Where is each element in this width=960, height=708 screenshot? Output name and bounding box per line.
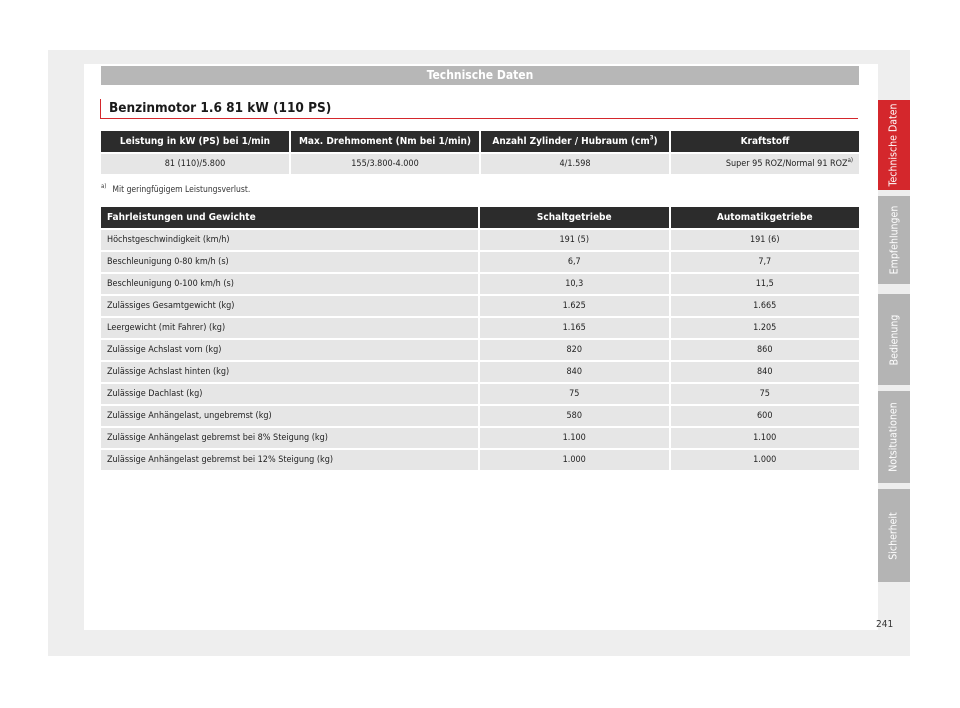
table-row xyxy=(101,428,859,448)
column-header-cylinders xyxy=(481,131,669,152)
cell-cylinders: 4/1.598 xyxy=(481,154,669,174)
tab-label: Sicherheit xyxy=(888,511,901,560)
table-row xyxy=(101,274,859,294)
row-label: Zulässige Achslast vorn (kg) xyxy=(101,340,478,360)
cell-automatic: 860 xyxy=(671,340,860,360)
cell-automatic: 1.100 xyxy=(671,428,860,448)
cell-automatic: 1.000 xyxy=(671,450,860,470)
table-row xyxy=(101,252,859,272)
table-row xyxy=(101,362,859,382)
fuel-text: Super 95 ROZ/Normal 91 ROZ xyxy=(725,159,848,169)
performance-table-body xyxy=(101,230,859,470)
table-row xyxy=(101,384,859,404)
cell-power: 81 (110)/5.800 xyxy=(101,154,289,174)
cell-manual: 1.000 xyxy=(480,450,669,470)
page-title: Benzinmotor 1.6 81 kW (110 PS) xyxy=(100,99,860,119)
cell-automatic: 191 (6) xyxy=(671,230,860,250)
row-label: Zulässige Anhängelast, ungebremst (kg) xyxy=(101,406,478,426)
tab-sicherheit[interactable] xyxy=(878,489,910,582)
row-label: Leergewicht (mit Fahrer) (kg) xyxy=(101,318,478,338)
cell-automatic: 75 xyxy=(671,384,860,404)
table-row xyxy=(101,406,859,426)
row-label: Zulässige Anhängelast gebremst bei 8% Steigung (kg) xyxy=(101,428,478,448)
column-header-fuel: Kraftstoff xyxy=(671,131,859,152)
row-label: Höchstgeschwindigkeit (km/h) xyxy=(101,230,478,250)
cell-automatic: 600 xyxy=(671,406,860,426)
table-row xyxy=(101,318,859,338)
row-label: Zulässige Anhängelast gebremst bei 12% Steigung (kg) xyxy=(101,450,478,470)
column-header-torque: Max. Drehmoment (Nm bei 1/min) xyxy=(291,131,479,152)
column-header-automatic: Automatikgetriebe xyxy=(671,207,860,228)
cell-automatic: 840 xyxy=(671,362,860,382)
cylinders-header-close: ) xyxy=(653,136,658,147)
cell-manual: 6,7 xyxy=(480,252,669,272)
tab-label: Empfehlungen xyxy=(888,205,901,275)
tab-empfehlungen[interactable] xyxy=(878,196,910,284)
table-row xyxy=(101,450,859,470)
row-label: Beschleunigung 0-80 km/h (s) xyxy=(101,252,478,272)
cell-manual: 75 xyxy=(480,384,669,404)
performance-table-header-row xyxy=(101,207,859,228)
title-divider xyxy=(100,118,858,119)
page-number: 241 xyxy=(876,619,894,630)
cell-manual: 840 xyxy=(480,362,669,382)
column-header-manual: Schaltgetriebe xyxy=(480,207,669,228)
table-row xyxy=(101,230,859,250)
row-label: Beschleunigung 0-100 km/h (s) xyxy=(101,274,478,294)
cell-manual: 1.100 xyxy=(480,428,669,448)
tab-label: Technische Daten xyxy=(888,103,901,187)
row-label: Zulässige Achslast hinten (kg) xyxy=(101,362,478,382)
column-header-performance: Fahrleistungen und Gewichte xyxy=(101,207,478,228)
table-row xyxy=(101,154,859,174)
tab-label: Notsituationen xyxy=(888,402,900,472)
cell-manual: 1.625 xyxy=(480,296,669,316)
tab-technische-daten[interactable] xyxy=(878,100,910,190)
cell-manual: 191 (5) xyxy=(480,230,669,250)
cell-manual: 1.165 xyxy=(480,318,669,338)
cell-torque: 155/3.800-4.000 xyxy=(291,154,479,174)
column-header-power: Leistung in kW (PS) bei 1/min xyxy=(101,131,289,152)
cell-manual: 580 xyxy=(480,406,669,426)
cell-manual: 820 xyxy=(480,340,669,360)
tab-bedienung[interactable] xyxy=(878,294,910,385)
tab-notsituationen[interactable] xyxy=(878,391,910,483)
row-label: Zulässiges Gesamtgewicht (kg) xyxy=(101,296,478,316)
cell-manual: 10,3 xyxy=(480,274,669,294)
cell-fuel xyxy=(671,154,859,174)
cell-automatic: 1.665 xyxy=(671,296,860,316)
performance-table xyxy=(99,205,861,472)
footnote-text: Mit geringfügigem Leistungsverlust. xyxy=(112,185,251,195)
cell-automatic: 11,5 xyxy=(671,274,860,294)
superscript-three: 3 xyxy=(649,134,654,142)
footnote xyxy=(101,185,250,195)
row-label: Zulässige Dachlast (kg) xyxy=(101,384,478,404)
engine-table xyxy=(99,129,861,176)
cell-automatic: 7,7 xyxy=(671,252,860,272)
table-row xyxy=(101,296,859,316)
section-banner: Technische Daten xyxy=(101,66,859,85)
footnote-ref: a) xyxy=(847,157,853,164)
table-row xyxy=(101,340,859,360)
footnote-marker: a) xyxy=(101,183,107,191)
engine-table-header-row xyxy=(101,131,859,152)
tab-label: Bedienung xyxy=(888,314,901,365)
cylinders-header-text: Anzahl Zylinder / Hubraum (cm xyxy=(492,136,650,147)
cell-automatic: 1.205 xyxy=(671,318,860,338)
